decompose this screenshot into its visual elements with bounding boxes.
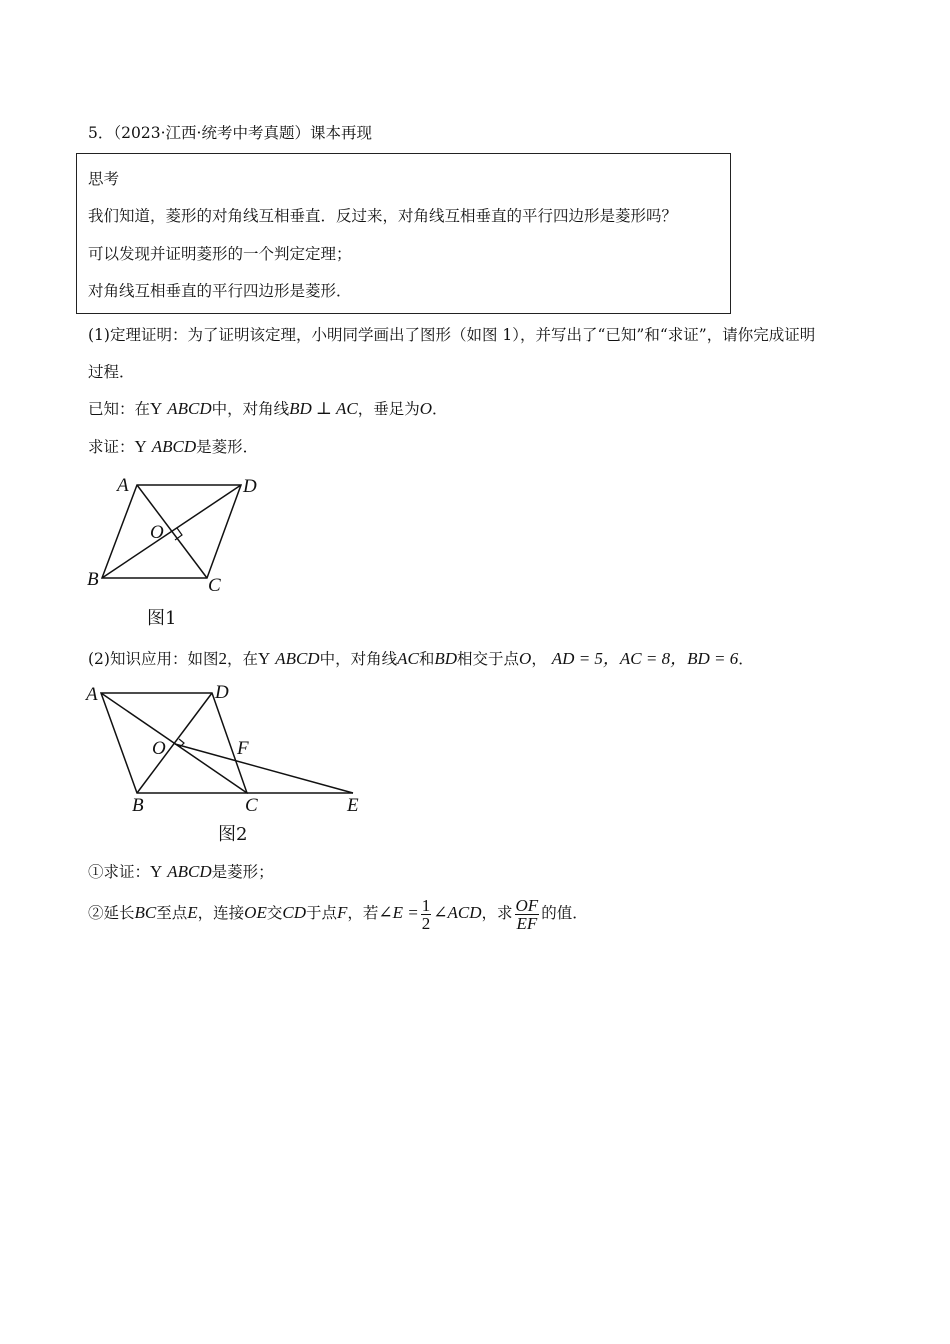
part1-given — [88, 399, 448, 419]
sub2-t4: 于点 — [305, 904, 337, 922]
part2-mid3: 相交于点 — [457, 650, 520, 668]
part2-point: O — [519, 649, 532, 668]
part2-sep: ， — [531, 650, 547, 668]
fig2-label-o: O — [152, 738, 166, 759]
given-shape: ABCD — [167, 399, 212, 418]
parallelogram-symbol: Y — [134, 437, 147, 456]
part1-intro-line1: (1)定理证明：为了证明该定理，小明同学画出了图形（如图 1），并写出了“已知”和“求证”，请你完成证明 — [88, 326, 816, 344]
sub2-t5: ，若 — [347, 904, 379, 922]
part2-sub1 — [88, 862, 274, 882]
ratio-numerator: OF — [515, 895, 539, 915]
fig1-label-o: O — [150, 522, 164, 543]
part2-sub2 — [88, 895, 588, 932]
part2-fig-num: 2 — [218, 649, 227, 668]
sub2-cd: CD — [282, 903, 306, 922]
parallelogram-symbol: Y — [150, 862, 163, 881]
sub2-angle-acd: ∠ACD — [433, 903, 482, 922]
think-heading: 思考 — [88, 170, 120, 188]
given-relation: BD ⊥ AC — [289, 399, 358, 418]
sub2-bc: BC — [134, 903, 157, 922]
sub1-shape: ABCD — [167, 862, 212, 881]
fig1-diagonal-bd — [102, 485, 241, 578]
given-mid2: ，垂足为 — [357, 400, 420, 418]
sub1-suffix: 是菱形； — [211, 863, 274, 881]
part2-intro — [88, 649, 754, 669]
part2-values: AD = 5，AC = 8，BD = 6 — [551, 649, 739, 668]
think-line-3: 对角线互相垂直的平行四边形是菱形． — [88, 282, 352, 300]
part2-shape: ABCD — [275, 649, 320, 668]
fraction-one-half — [421, 897, 432, 932]
fig1-right-angle-mark — [175, 528, 182, 540]
sub2-t3: 交 — [266, 904, 283, 922]
sub2-t1: 至点 — [156, 904, 188, 922]
part2-and: 和 — [418, 650, 435, 668]
number-dot: ． — [97, 124, 114, 142]
sub2-prefix: ②延长 — [88, 904, 135, 922]
question-number: 5 — [88, 124, 98, 142]
think-box — [76, 153, 731, 314]
fig2-label-f: F — [237, 738, 249, 759]
question-header — [88, 123, 372, 143]
fig2-right-angle-mark — [179, 739, 184, 747]
frac-numerator: 1 — [421, 895, 431, 915]
think-line-1: 我们知道，菱形的对角线互相垂直．反过来，对角线互相垂直的平行四边形是菱形吗？ — [88, 207, 678, 225]
ratio-denominator: EF — [516, 913, 538, 933]
part2-ac: AC — [397, 649, 419, 668]
fig2-caption: 图2 — [218, 824, 248, 845]
fig1-label-c: C — [208, 575, 221, 596]
part2-prefix: (2)知识应用：如图 — [88, 650, 219, 668]
given-end: ． — [432, 400, 448, 418]
think-line-2: 可以发现并证明菱形的一个判定定理； — [88, 245, 352, 263]
fig1-caption: 图1 — [147, 608, 177, 629]
part2-mid: ，在 — [226, 650, 258, 668]
fraction-of-over-ef — [515, 897, 540, 932]
parallelogram-symbol: Y — [150, 399, 163, 418]
fig1-label-d: D — [243, 476, 257, 497]
sub1-prefix: ①求证： — [88, 863, 151, 881]
fig2-parallelogram — [101, 693, 247, 793]
part2-mid2: 中，对角线 — [319, 650, 398, 668]
sub2-angle-e: ∠E = — [378, 903, 419, 922]
fig2-label-e: E — [347, 795, 359, 816]
fig2-diagonal-ac — [101, 693, 247, 793]
question-title: 课本再现 — [309, 124, 372, 142]
given-prefix: 已知：在 — [88, 400, 151, 418]
sub2-t6: ，求 — [481, 904, 513, 922]
parallelogram-symbol: Y — [257, 649, 271, 668]
fig1-diagonal-ac — [137, 485, 207, 578]
part2-end: ． — [738, 650, 754, 668]
fig2-diagonal-bd — [137, 693, 212, 793]
prove-shape: ABCD — [151, 437, 197, 456]
fig2-label-d: D — [215, 682, 229, 703]
prove-suffix: 是菱形． — [196, 438, 259, 456]
fig1-label-b: B — [87, 569, 99, 590]
sub2-t2: ，连接 — [197, 904, 245, 922]
frac-denominator: 2 — [421, 913, 431, 933]
fig2-segment-oe — [175, 744, 353, 793]
sub2-e: E — [187, 903, 198, 922]
prove-prefix: 求证： — [88, 438, 135, 456]
fig1-parallelogram — [102, 485, 241, 578]
part2-bd: BD — [434, 649, 458, 668]
question-source: （2023·江西·统考中考真题） — [113, 124, 310, 142]
part1-intro-line2: 过程． — [88, 363, 135, 381]
sub2-oe: OE — [244, 903, 267, 922]
sub2-t7: 的值． — [541, 904, 588, 922]
fig2-label-a: A — [86, 684, 98, 705]
fig2-label-b: B — [132, 795, 144, 816]
fig1-label-a: A — [117, 475, 129, 496]
given-point: O — [419, 399, 433, 418]
part1-prove — [88, 437, 258, 457]
given-mid: 中，对角线 — [211, 400, 290, 418]
fig2-label-c: C — [245, 795, 258, 816]
sub2-f: F — [337, 903, 348, 922]
